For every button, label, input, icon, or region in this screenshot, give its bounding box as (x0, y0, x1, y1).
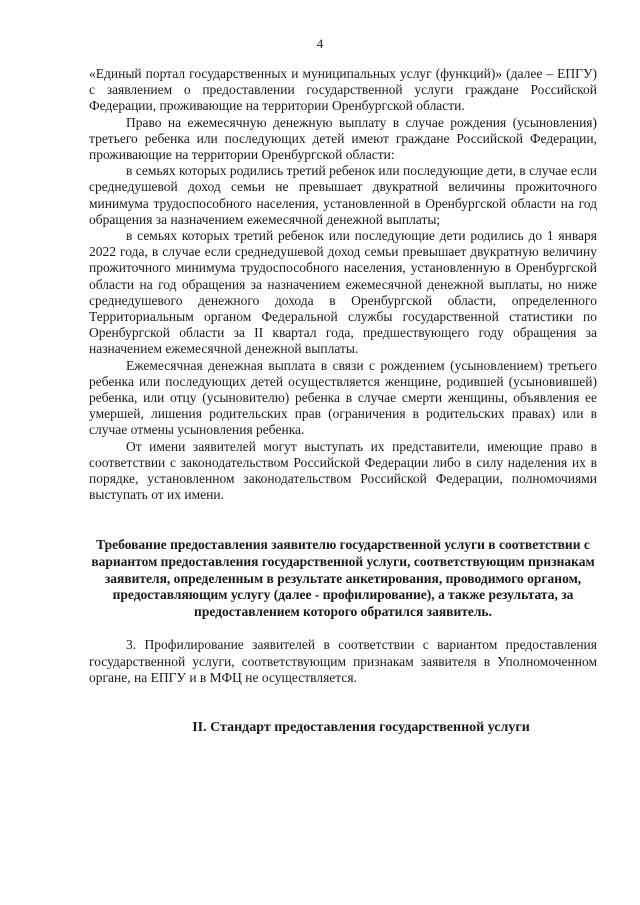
spacer (89, 503, 597, 537)
spacer (89, 686, 597, 720)
spacer (89, 620, 597, 637)
paragraph-condition-before-2022: в семьях которых третий ребенок или последующие дети родились до 1 января 2022 года, в случае если среднедушевой доход семьи превышает двукратную величину прожиточного минимума трудоспособного населения, установленную в Оренбургской области на год обращения за назначением ежемесячной денежной выплаты, но ниже среднедушевого денежного дохода в Оренбургской области, определенного Территориальным органом Федеральной службы государственной статистики по Оренбургской области за II квартал года, предшествующего году обращения за назначением ежемесячной денежной выплаты. (89, 228, 597, 357)
paragraph-right-to-payment: Право на ежемесячную денежную выплату в случае рождения (усыновления) третьего ребенка или последующих детей имеют граждане Российской Федерации, проживающие на территории Оренбургской области: (89, 114, 597, 163)
document-body (89, 66, 597, 736)
paragraph-representatives: От имени заявителей могут выступать их представители, имеющие право в соответствии с законодательством Российской Федерации либо в силу наделения их в порядке, установленном законодательством Российской Федерации, полномочиями выступать от их имени. (89, 438, 597, 503)
paragraph-condition-income-limit: в семьях которых родились третий ребенок или последующие дети, в случае если среднедушевой доход семьи не превышает двукратной величины прожиточного минимума трудоспособного населения, установленной в Оренбургской области на год обращения за назначением ежемесячной денежной выплаты; (89, 163, 597, 227)
page-number: 4 (316, 36, 324, 51)
heading-profiling-requirement: Требование предоставления заявителю государственной услуги в соответствии с вариантом предоставления государственной услуги, соответствующим признакам заявителя, определенным в результате анкетирования, проводимого органом, предоставляющим услугу (далее - профилирование), а также результата, за предоставлением которого обратился заявитель. (91, 537, 595, 619)
section-title-standard: II. Стандарт предоставления государственной услуги (192, 720, 530, 736)
paragraph-profiling-not-performed: 3. Профилирование заявителей в соответствии с вариантом предоставления государственной услуги, соответствующим признакам заявителя в Уполномоченном органе, на ЕПГУ и в МФЦ не осуществляется. (89, 637, 597, 685)
paragraph-payment-recipient: Ежемесячная денежная выплата в связи с рождением (усыновлением) третьего ребенка или последующих детей осуществляется женщине, родившей (усыновившей) ребенка, или отцу (усыновителю) ребенка в случае смерти женщины, объявления ее умершей, лишения родительских прав (ограничения в родительских правах) или в случае отмены усыновления ребенка. (89, 357, 597, 438)
paragraph-epgu-application: «Единый портал государственных и муниципальных услуг (функций)» (далее – ЕПГУ) с заявлением о предоставлении государственной услуги граждане Российской Федерации, проживающие на территории Оренбургской области. (89, 66, 597, 114)
